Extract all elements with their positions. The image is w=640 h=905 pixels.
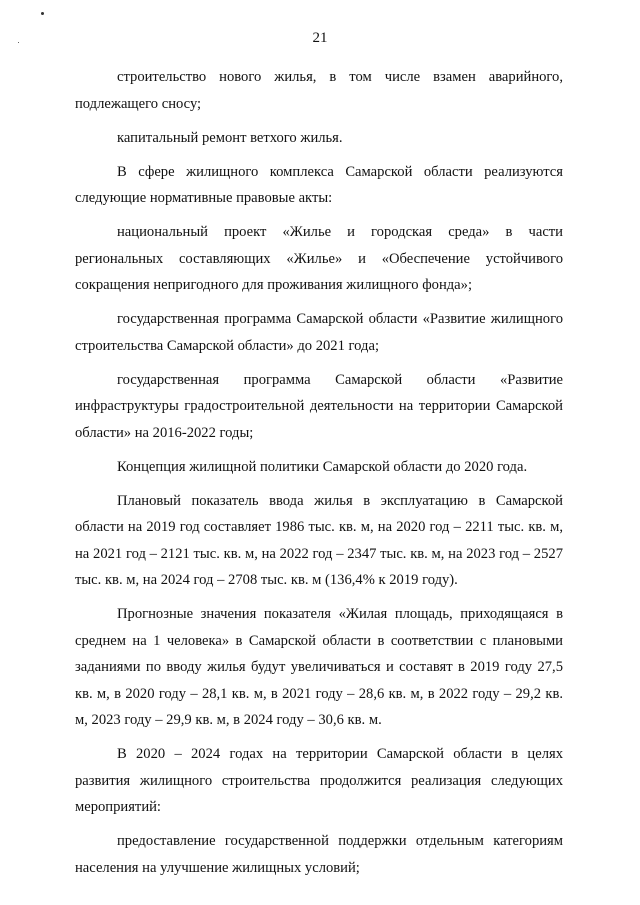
paragraph: В сфере жилищного комплекса Самарской области реализуются следующие нормативные правовые акты: <box>75 163 563 206</box>
page-number: 21 <box>312 30 328 46</box>
paragraph: Концепция жилищной политики Самарской области до 2020 года. <box>117 458 528 475</box>
paragraph: государственная программа Самарской области «Развитие жилищного строительства Самарской области» до 2021 года; <box>75 311 563 354</box>
paragraph: государственная программа Самарской области «Развитие инфраструктуры градостроительной деятельности на территории Самарской области» на 2016-2022 годы; <box>75 371 563 441</box>
paragraph: национальный проект «Жилье и городская среда» в части региональных составляющих «Жилье» и «Обеспечение устойчивого сокращения непригодного для проживания жилищного фонда»; <box>75 224 563 293</box>
paragraph: предоставление государственной поддержки отдельным категориям населения на улучшение жилищных условий; <box>75 833 563 876</box>
paragraph: Прогнозные значения показателя «Жилая площадь, приходящаяся в среднем на 1 человека» в Самарской области в соответствии с плановыми заданиями по вводу жилья будут увеличиваться и составят в 2019 году 27,5 кв. м, в 2020 году – 28,1 кв. м, в 2021 году – 28,6 кв. м, в 2022 году – 29,2 кв. м, 2023 году – 29,9 кв. м, в 2024 году – 30,6 кв. м. <box>75 606 563 728</box>
paragraph: капитальный ремонт ветхого жилья. <box>117 129 343 146</box>
paragraph: В 2020 – 2024 годах на территории Самарской области в целях развития жилищного строительства продолжится реализация следующих мероприятий: <box>75 746 563 815</box>
paragraph: Плановый показатель ввода жилья в эксплуатацию в Самарской области на 2019 год составляет 1986 тыс. кв. м, на 2020 год – 2211 тыс. кв. м, на 2021 год – 2121 тыс. кв. м, на 2022 год – 2347 тыс. кв. м, на 2023 год – 2527 тыс. кв. м, на 2024 год – 2708 тыс. кв. м (136,4% к 2019 году). <box>75 492 563 588</box>
paragraph: строительство нового жилья, в том числе взамен аварийного, подлежащего сносу; <box>75 69 563 112</box>
scan-speck <box>41 12 44 15</box>
document-body <box>75 64 563 889</box>
